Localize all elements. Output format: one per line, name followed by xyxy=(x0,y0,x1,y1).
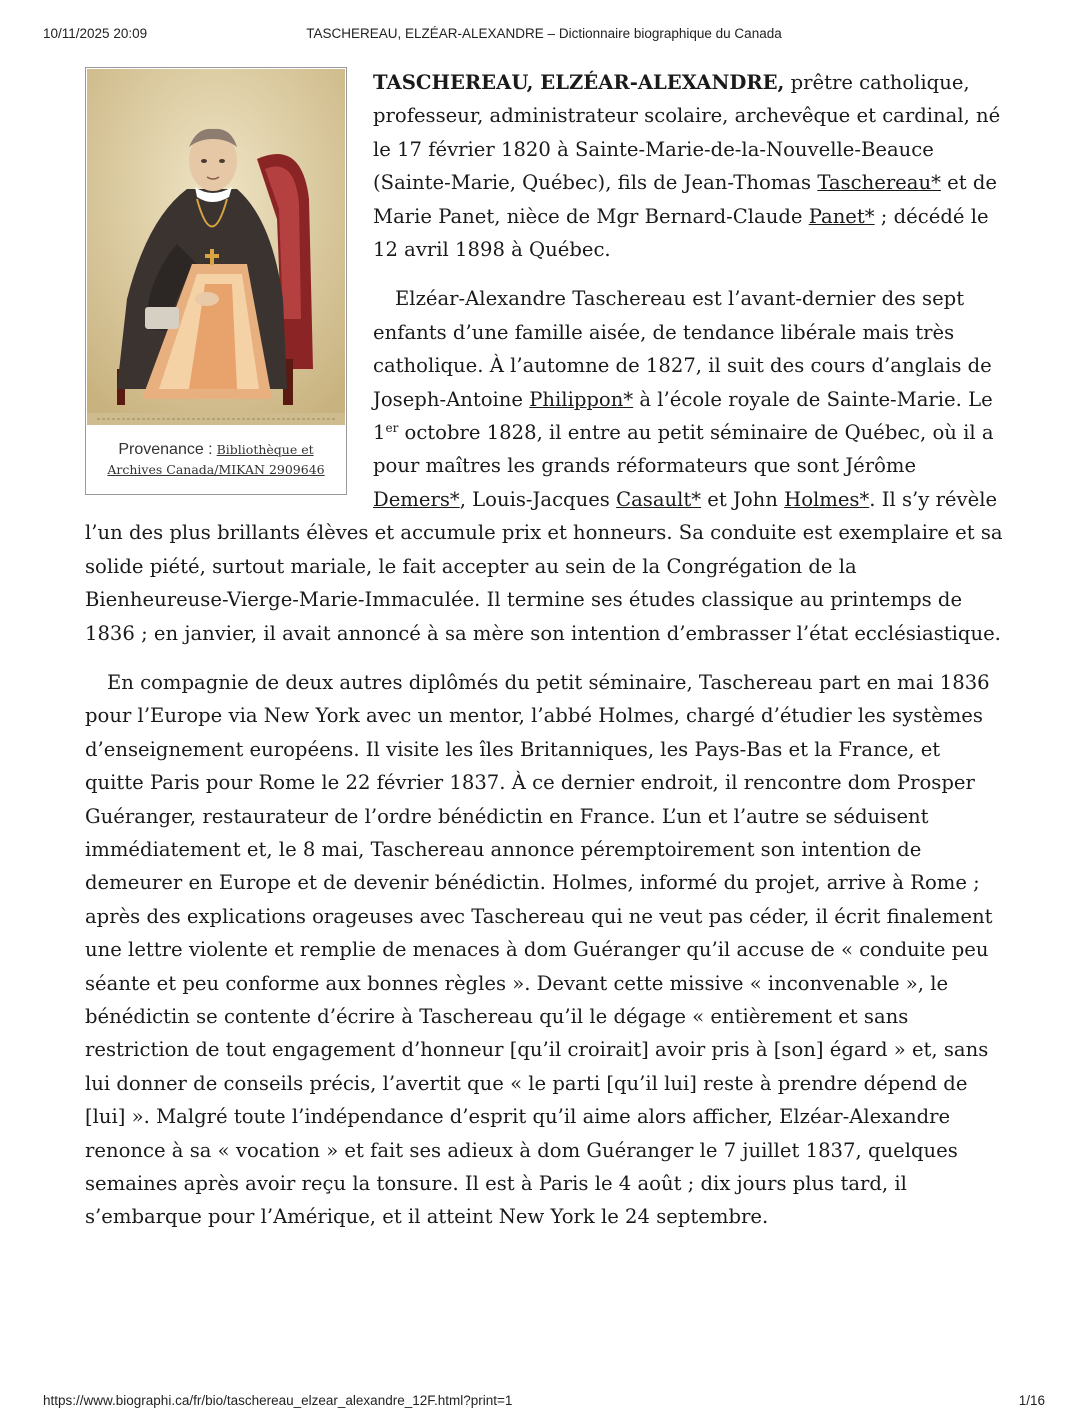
link-philippon[interactable]: Philippon* xyxy=(529,387,634,411)
portrait-figure xyxy=(85,67,347,495)
paragraph-intro: TASCHEREAU, ELZÉAR-ALEXANDRE, prêtre catholique, professeur, administrateur scolaire, archevêque et cardinal, né le 17 février 1820 à Sainte-Marie-de-la-Nouvelle-Beauce (Sainte-Marie, Québec), fils de Jean-Thomas Taschereau* et de Marie Panet, nièce de Mgr Bernard-Claude Panet* ; décédé le 12 avril 1898 à Québec. xyxy=(373,71,1001,262)
print-page-number: 1/16 xyxy=(1018,1393,1045,1408)
link-panet[interactable]: Panet* xyxy=(808,204,875,228)
link-holmes[interactable]: Holmes* xyxy=(784,487,870,511)
headword: TASCHEREAU, ELZÉAR-ALEXANDRE, xyxy=(373,71,785,94)
link-taschereau[interactable]: Taschereau* xyxy=(817,171,941,195)
print-header xyxy=(0,26,1088,44)
paragraph-2: Elzéar-Alexandre Taschereau est l’avant-dernier des sept enfants d’une famille aisée, de tendance libérale mais très catholique. À l’automne de 1827, il suit des cours d’anglais de Joseph-Antoine Philippon* à l’école royale de Sainte-Marie. Le 1er octobre 1828, il entre au petit séminaire de Québec, où il a pour maîtres les grands réformateurs que sont Jérôme Demers*, Louis-Jacques Casault* et John Holmes*. Il s’y révèle l’un des plus brillants élèves et accumule prix et honneurs. Sa conduite est exemplaire et sa solide piété, surtout mariale, le fait accepter au sein de la Congrégation de la Bienheureuse-Vierge-Marie-Immaculée. Il termine ses études classique au printemps de 1836 ; en janvier, il avait annoncé à sa mère son intention d’embrasser l’état ecclésiastique. xyxy=(85,287,1003,645)
paragraph-3: En compagnie de deux autres diplômés du petit séminaire, Taschereau part en mai 1836 pour l’Europe via New York avec un mentor, l’abbé Holmes, chargé d’étudier les systèmes d’enseignement européens. Il visite les îles Britanniques, les Pays-Bas et la France, et quitte Paris pour Rome le 22 février 1837. À ce dernier endroit, il rencontre dom Prosper Guéranger, restaurateur de l’ordre bénédictin en France. L’un et l’autre se séduisent immédiatement et, le 8 mai, Taschereau annonce péremptoirement son intention de demeurer en Europe et de devenir bénédictin. Holmes, informé du projet, arrive à Rome ; après des explications orageuses avec Taschereau qui ne veut pas céder, il écrit finalement une lettre violente et remplie de menaces à dom Guéranger qu’il accuse de « conduite peu séante et peu conforme aux bonnes règles ». Devant cette missive « inconvenable », le bénédictin se contente d’écrire à Taschereau qu’il le dégage « entièrement et sans restriction de tout engagement d’honneur [qu’il croirait] avoir pris à [son] égard » et, sans lui donner de conseils précis, l’avertit que « le parti [qu’il lui] reste à prendre dépend de [lui] ». Malgré toute l’indépendance d’esprit qu’il aime alors afficher, Elzéar-Alexandre renonce à sa « vocation » et fait ses adieux à dom Guéranger le 7 juillet 1837, quelques semaines après avoir reçu la tonsure. Il est à Paris le 4 août ; dix jours plus tard, il s’embarque pour l’Amérique, et il atteint New York le 24 septembre. xyxy=(85,670,993,1229)
caption-label: Provenance : xyxy=(118,441,213,458)
print-url: https://www.biographi.ca/fr/bio/taschereau_elzear_alexandre_12F.html?print=1 xyxy=(43,1393,513,1408)
link-casault[interactable]: Casault* xyxy=(616,487,702,511)
link-demers[interactable]: Demers* xyxy=(373,487,460,511)
portrait-caption xyxy=(86,426,346,494)
portrait-image xyxy=(87,69,345,425)
print-page-title: TASCHEREAU, ELZÉAR-ALEXANDRE – Dictionnaire biographique du Canada xyxy=(306,26,782,41)
print-footer xyxy=(0,1393,1088,1411)
caption-source-link[interactable]: Bibliothèque et Archives Canada/MIKAN 2909646 xyxy=(107,442,325,477)
biography-article xyxy=(85,66,1005,1250)
print-datetime: 10/11/2025 20:09 xyxy=(43,26,148,41)
